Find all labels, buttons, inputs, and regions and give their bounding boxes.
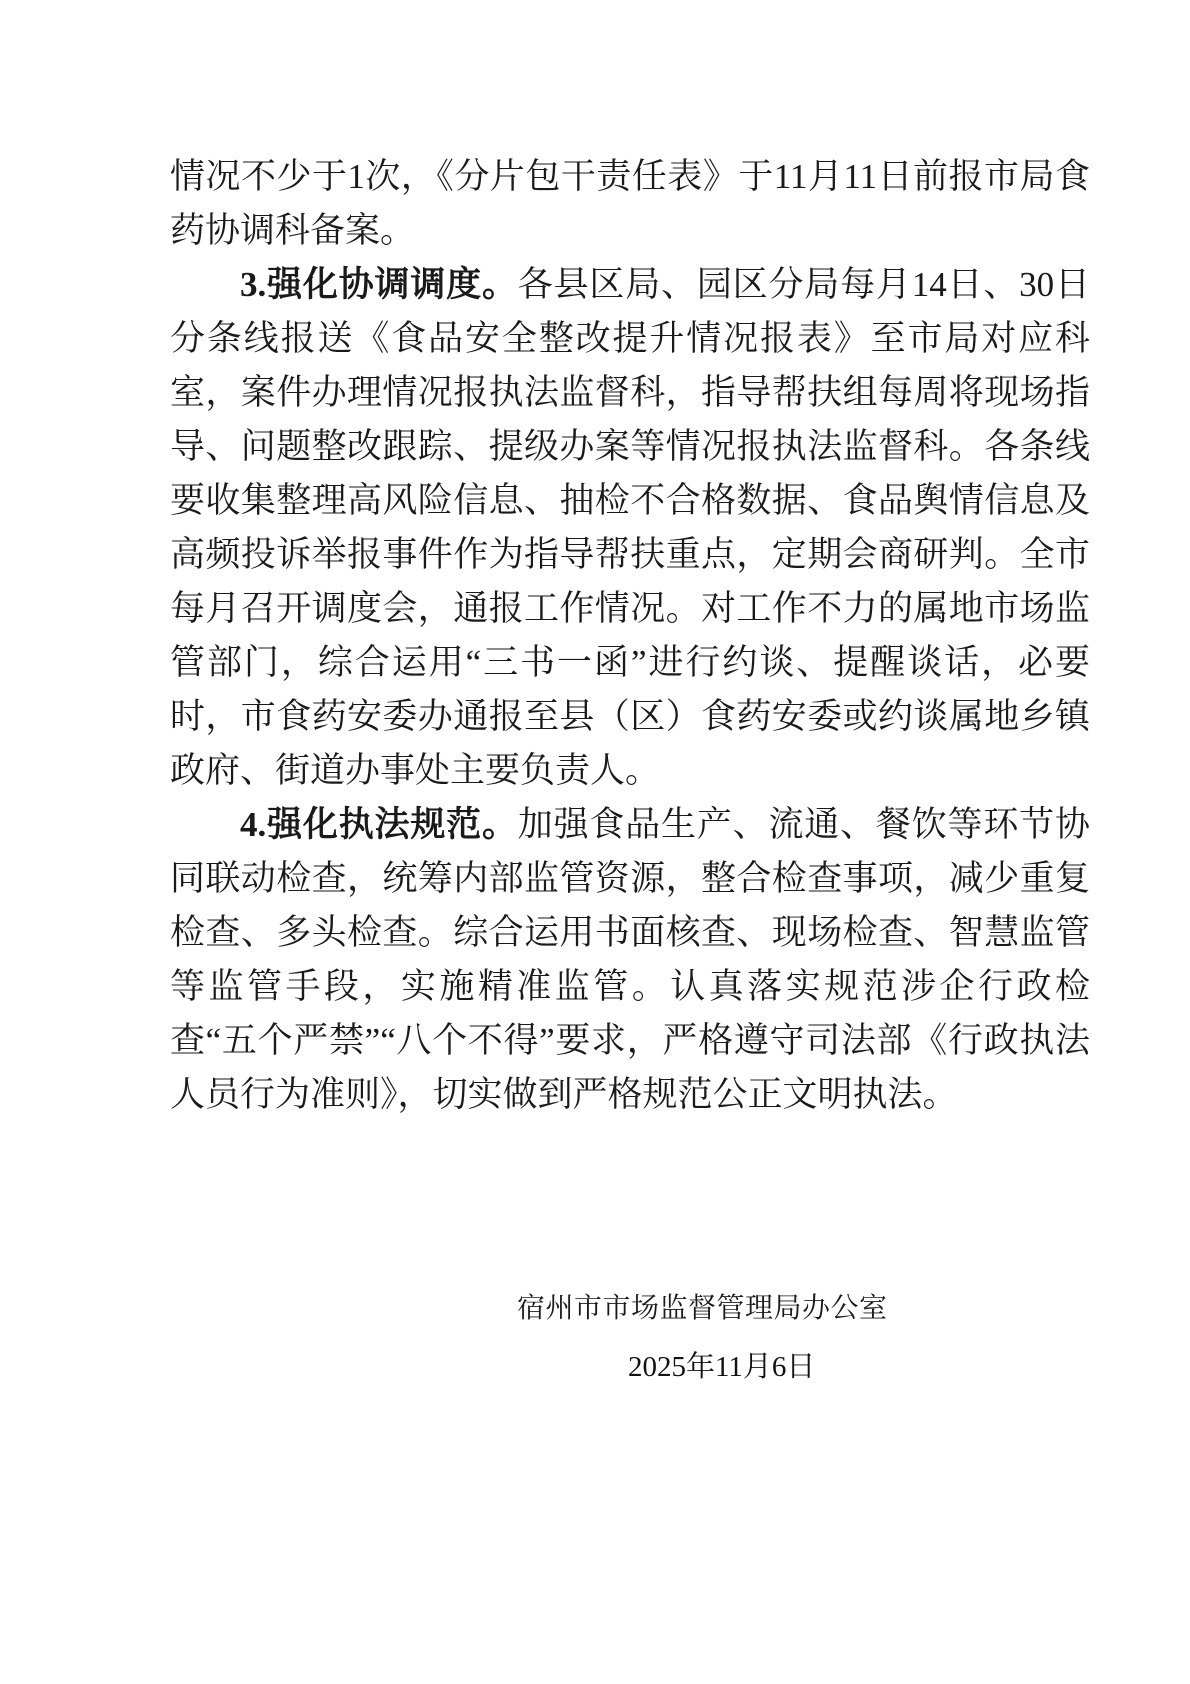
paragraph-3 [170,258,1090,798]
paragraph-3-text: 各县区局、园区分局每月14日、30日分条线报送《食品安全整改提升情况报表》至市局对应科室，案件办理情况报执法监督科，指导帮扶组每周将现场指导、问题整改跟踪、提级办案等情况报执法监督科。各条线要收集整理高风险信息、抽检不合格数据、食品舆情信息及高频投诉举报事件作为指导帮扶重点，定期会商研判。全市每月召开调度会，通报工作情况。对工作不力的属地市场监管部门，综合运用“三书一函”进行约谈、提醒谈话，必要时，市食药安委办通报至县（区）食药安委或约谈属地乡镇政府、街道办事处主要负责人。 [170,265,1090,790]
paragraph-continuation: 情况不少于1次，《分片包干责任表》于11月11日前报市局食药协调科备案。 [170,157,1090,250]
paragraph-4 [170,798,1090,1122]
paragraph-3-heading: 3.强化协调调度。 [240,265,518,304]
signature-office: 宿州市市场监督管理局办公室 [517,1293,888,1324]
document-body [170,150,1090,1122]
paragraph-4-heading: 4.强化执法规范。 [240,805,518,844]
paragraph-4-text: 加强食品生产、流通、餐饮等环节协同联动检查，统筹内部监管资源，整合检查事项，减少重复检查、多头检查。综合运用书面核查、现场检查、智慧监管等监管手段，实施精准监管。认真落实规范涉企行政检查“五个严禁”“八个不得”要求，严格遵守司法部《行政执法人员行为准则》，切实做到严格规范公正文明执法。 [170,805,1090,1114]
signature-date: 2025年11月6日 [628,1351,816,1383]
